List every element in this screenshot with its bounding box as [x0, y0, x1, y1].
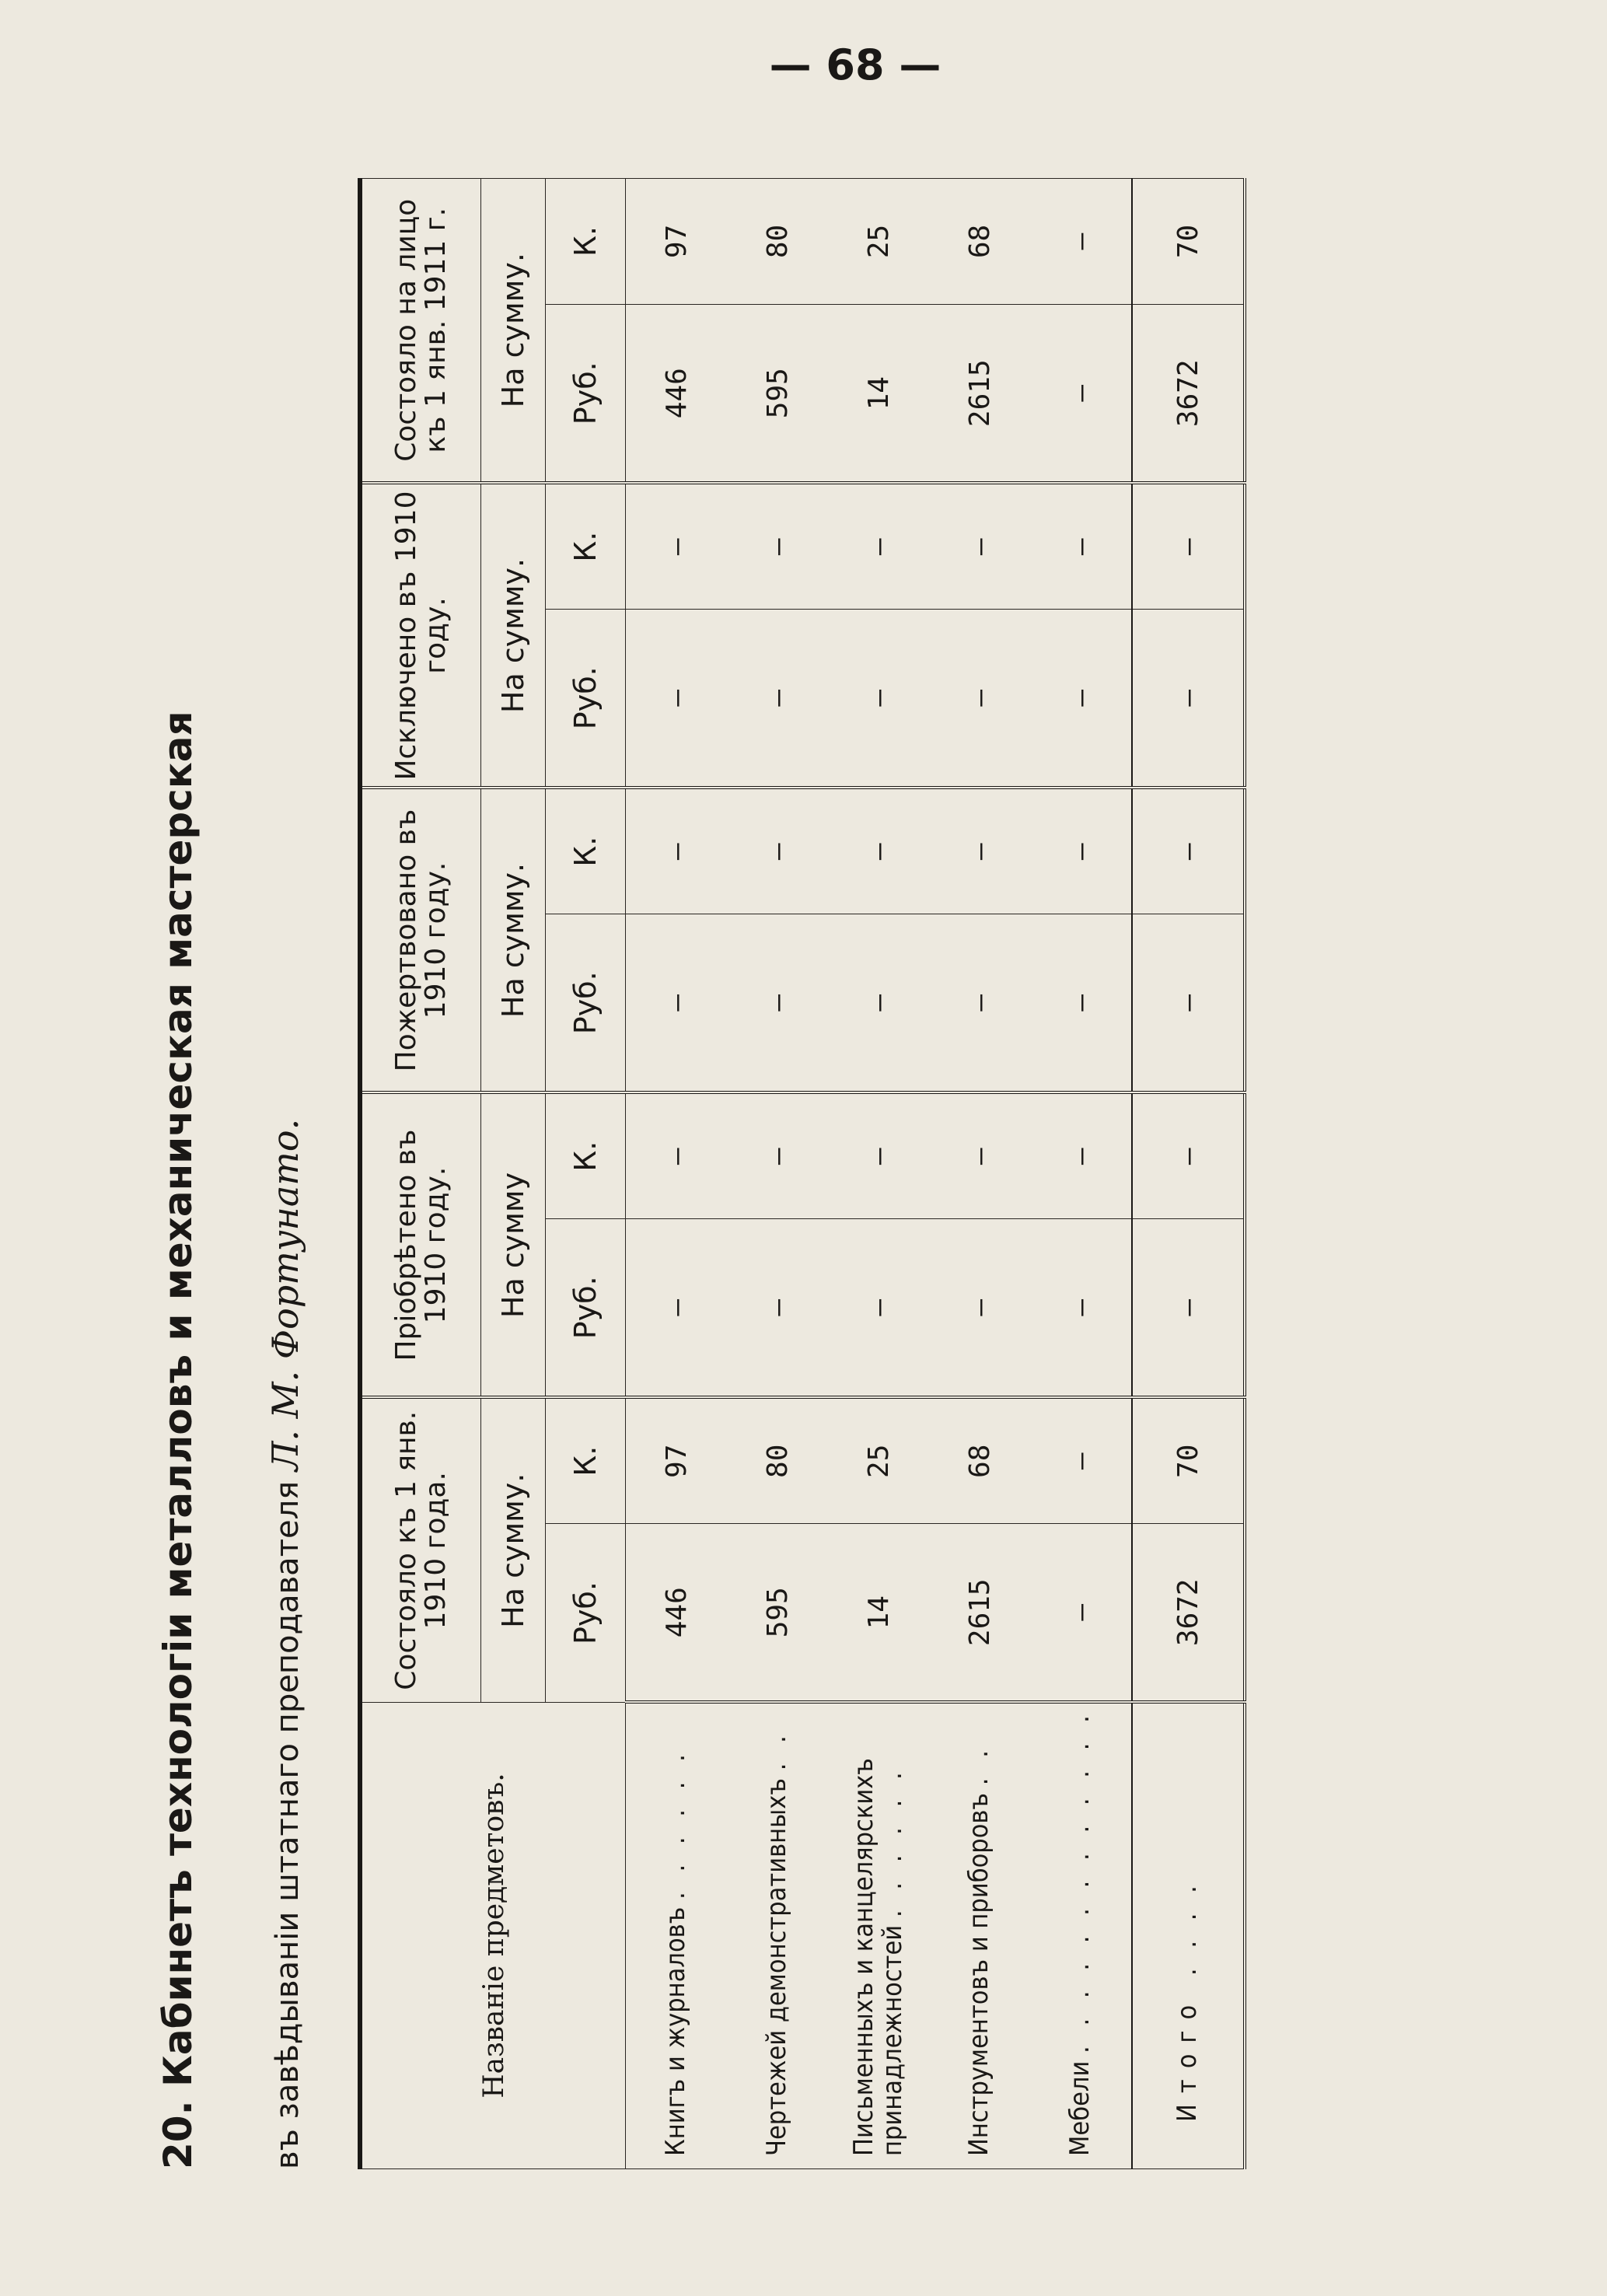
value-cell: 80: [727, 178, 828, 304]
item-name: Чертежей демонстративныхъ . .: [727, 1703, 828, 2169]
value-cell: —: [828, 788, 929, 914]
value-cell: 68: [929, 1398, 1030, 1524]
value-cell: 595: [727, 1524, 828, 1703]
item-name: Письменныхъ и канцелярскихъ принадлежностей . . . . . .: [828, 1703, 929, 2169]
column-group-opening-balance: Состояло къ 1 янв. 1910 года.: [360, 1398, 481, 1703]
value-cell: 80: [727, 1398, 828, 1524]
inventory-table: [358, 178, 1246, 2169]
total-value: 3672: [1132, 304, 1245, 483]
value-cell: —: [929, 1093, 1030, 1219]
value-cell: —: [727, 914, 828, 1093]
rubles-header: Руб.: [546, 914, 626, 1093]
kopecks-header: К.: [546, 178, 626, 304]
total-value: 70: [1132, 1398, 1245, 1524]
column-header-item-name: Названіе предметовъ.: [360, 1703, 626, 2169]
value-cell: —: [929, 1219, 1030, 1398]
item-name: Книгъ и журналовъ . . . . . .: [626, 1703, 728, 2169]
value-cell: 446: [626, 1524, 728, 1703]
kopecks-header: К.: [546, 1398, 626, 1524]
column-group-donated: Пожертвовано въ 1910 году.: [360, 788, 481, 1092]
total-value: 70: [1132, 178, 1245, 304]
kopecks-header: К.: [546, 1093, 626, 1219]
section-title: 20. Кабинетъ технологіи металловъ и механическая мастерская: [155, 711, 201, 2169]
value-cell: —: [727, 609, 828, 788]
value-cell: —: [1030, 788, 1132, 914]
table-row: [929, 178, 1030, 2168]
value-cell: —: [626, 483, 728, 609]
total-value: 3672: [1132, 1524, 1245, 1703]
value-cell: —: [1030, 483, 1132, 609]
column-group-excluded: Исключено въ 1910 году.: [360, 483, 481, 788]
value-cell: —: [1030, 1398, 1132, 1524]
value-cell: 2615: [929, 304, 1030, 483]
value-cell: —: [1030, 1093, 1132, 1219]
value-cell: —: [1030, 609, 1132, 788]
value-cell: 68: [929, 178, 1030, 304]
value-cell: 14: [828, 1524, 929, 1703]
column-group-closing-balance: Состояло на лицо къ 1 янв. 1911 г.: [360, 178, 481, 483]
value-cell: 446: [626, 304, 728, 483]
total-value: —: [1132, 1093, 1245, 1219]
value-cell: —: [929, 914, 1030, 1093]
sum-header: На сумму.: [481, 788, 546, 1092]
rubles-header: Руб.: [546, 1219, 626, 1398]
value-cell: —: [929, 788, 1030, 914]
value-cell: —: [727, 1093, 828, 1219]
kopecks-header: К.: [546, 788, 626, 914]
sum-header: На сумму.: [481, 1398, 546, 1703]
column-group-acquired: Пріобрѣтено въ 1910 году.: [360, 1093, 481, 1398]
value-cell: —: [727, 1219, 828, 1398]
rubles-header: Руб.: [546, 1524, 626, 1703]
teacher-name: Л. М. Фортунато.: [264, 1118, 306, 1472]
page-number: — 68 —: [769, 40, 941, 89]
value-cell: 25: [828, 1398, 929, 1524]
value-cell: —: [828, 1093, 929, 1219]
value-cell: 25: [828, 178, 929, 304]
value-cell: —: [1030, 914, 1132, 1093]
value-cell: 97: [626, 178, 728, 304]
total-value: —: [1132, 609, 1245, 788]
item-name: Мебели . . . . . . . . . . . . .: [1030, 1703, 1132, 2169]
total-row: [1132, 178, 1245, 2168]
total-value: —: [1132, 483, 1245, 609]
sum-header: На сумму.: [481, 483, 546, 788]
total-value: —: [1132, 788, 1245, 914]
value-cell: —: [1030, 1524, 1132, 1703]
value-cell: —: [626, 788, 728, 914]
value-cell: —: [626, 609, 728, 788]
value-cell: —: [626, 1093, 728, 1219]
rubles-header: Руб.: [546, 609, 626, 788]
value-cell: —: [626, 1219, 728, 1398]
rubles-header: Руб.: [546, 304, 626, 483]
total-value: —: [1132, 914, 1245, 1093]
value-cell: —: [1030, 1219, 1132, 1398]
subtitle-prefix: въ завѣдываніи штатнаго преподавателя: [270, 1480, 306, 2169]
value-cell: —: [727, 788, 828, 914]
value-cell: —: [1030, 178, 1132, 304]
value-cell: —: [828, 914, 929, 1093]
value-cell: —: [828, 609, 929, 788]
table-row: [727, 178, 828, 2168]
sum-header: На сумму.: [481, 178, 546, 483]
value-cell: —: [626, 914, 728, 1093]
value-cell: —: [828, 1219, 929, 1398]
value-cell: 14: [828, 304, 929, 483]
value-cell: 2615: [929, 1524, 1030, 1703]
rotated-page-content: [140, 132, 1602, 2231]
value-cell: —: [929, 609, 1030, 788]
section-subtitle: [264, 225, 306, 2169]
sum-header: На сумму: [481, 1093, 546, 1398]
value-cell: —: [727, 483, 828, 609]
value-cell: 595: [727, 304, 828, 483]
table-row: [828, 178, 929, 2168]
value-cell: —: [828, 483, 929, 609]
kopecks-header: К.: [546, 483, 626, 609]
table-row: [1030, 178, 1132, 2168]
total-label: Итого . . . .: [1132, 1703, 1245, 2169]
value-cell: —: [1030, 304, 1132, 483]
table-row: [626, 178, 728, 2168]
value-cell: —: [929, 483, 1030, 609]
value-cell: 97: [626, 1398, 728, 1524]
item-name: Инструментовъ и приборовъ . .: [929, 1703, 1030, 2169]
total-value: —: [1132, 1219, 1245, 1398]
